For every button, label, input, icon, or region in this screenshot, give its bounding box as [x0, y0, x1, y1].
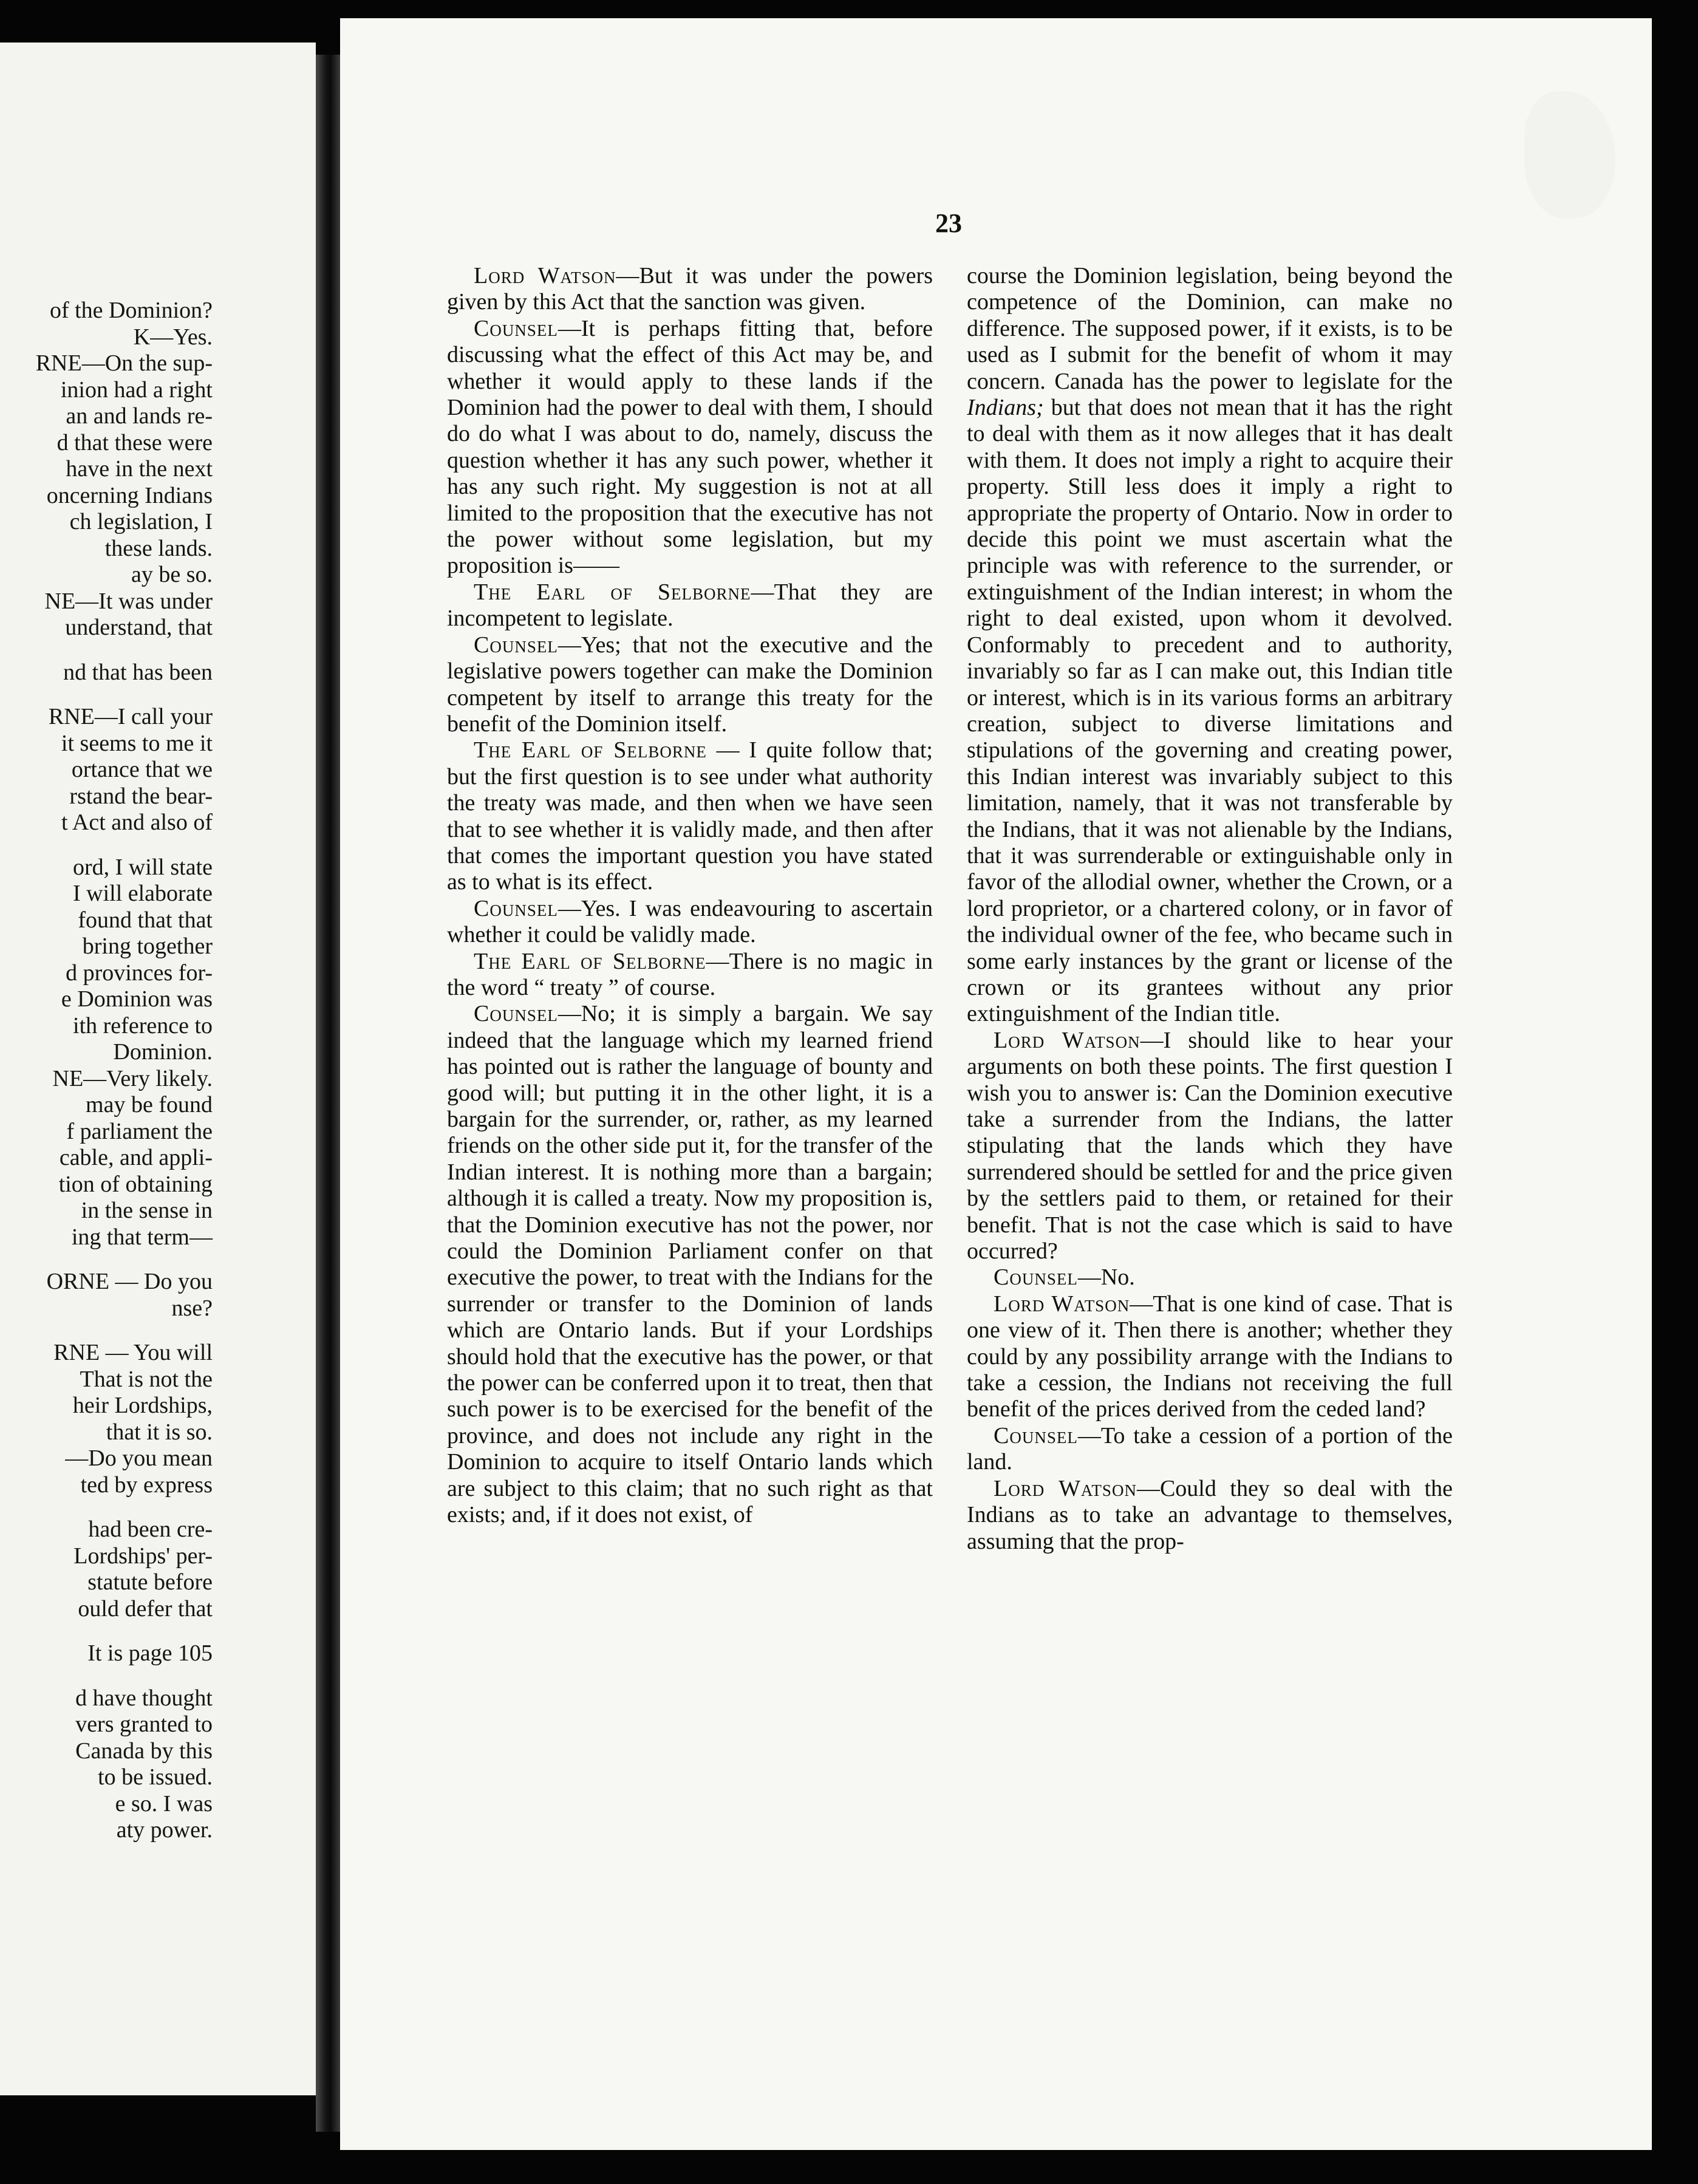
- speech-text: —Yes. I was endeavouring to ascertain whether it could be validly made.: [447, 895, 933, 948]
- left-page-line: statute before: [87, 1569, 213, 1595]
- left-page-line: have in the next: [66, 456, 213, 482]
- speech-text: —But it was under the powers given by this Act that the sanction was given.: [447, 263, 933, 315]
- speaker-name: Counsel: [474, 895, 558, 921]
- left-page-line: oncerning Indians: [46, 482, 213, 508]
- left-page-line: nd that has been: [63, 659, 213, 685]
- text-column-left: [447, 263, 933, 1529]
- speaker-name: Counsel: [994, 1422, 1078, 1449]
- left-page-line: —Do you mean: [65, 1445, 213, 1471]
- left-page-line: inion had a right: [60, 377, 213, 403]
- speech-text: — I quite follow that; but the first question is to see under what authority the treaty was made, and then when we have seen that to see whether it is validly made, and then after that comes the important question you have stated as to what is its effect.: [447, 737, 933, 895]
- dialogue-paragraph: [447, 949, 933, 1002]
- left-page-line: ould defer that: [78, 1595, 213, 1622]
- dialogue-paragraph: [447, 896, 933, 949]
- speaker-name: Counsel: [474, 1001, 558, 1027]
- speech-text: —That they are incompetent to legislate.: [447, 579, 933, 632]
- left-page-line: had been cre-: [88, 1517, 213, 1542]
- page-number: 23: [935, 208, 962, 238]
- left-page-line: e so. I was: [115, 1790, 213, 1817]
- left-page-line: ord, I will state: [72, 854, 213, 880]
- dialogue-paragraph: [447, 263, 933, 316]
- left-page-line: [0, 1251, 213, 1269]
- speaker-name: Counsel: [474, 632, 558, 658]
- paper-damage-mark: [1524, 91, 1615, 219]
- left-page-line: found that that: [78, 907, 213, 933]
- dialogue-paragraph: [967, 1028, 1453, 1265]
- left-page-line: an and lands re-: [66, 403, 213, 429]
- left-page-line: NE—Very likely.: [52, 1065, 213, 1091]
- left-page-line: d have thought: [75, 1685, 213, 1711]
- speech-text: —Could they so deal with the Indians as to take an advantage to themselves, assuming that the prop-: [967, 1475, 1453, 1554]
- dialogue-paragraph: [967, 1476, 1453, 1555]
- left-page-line: ted by express: [80, 1472, 213, 1498]
- left-page-line: It is page 105: [87, 1640, 213, 1666]
- left-page-line: [0, 836, 213, 855]
- left-page-line: [0, 1622, 213, 1640]
- speech-text: —No.: [1077, 1264, 1135, 1291]
- left-page-line: may be found: [86, 1092, 213, 1118]
- speech-text: —No; it is simply a bargain. We say indeed that the language which my learned friend has pointed out is rather the language of bounty and good will; but putting it in the other light, it is a bargain for the surrender, or, rather, as my learned friends on the other side put it, for the transfer of the Indian interest. It is nothing more than a bargain; although it is called a treaty. Now my proposition is, that the Dominion executive has not the power, nor could the Dominion Parliament confer on that executive the power, to treat with the Indians for the surrender or transfer to the Dominion of lands which are Ontario lands. But if your Lordships should hold that the executive has the power, or that the power can be conferred upon it to treat, then that such power is to be exercised for the benefit of the province, and does not include any right in the Dominion to acquire to itself Ontario lands which are subject to this claim; that no such right as that exists; and, if it does not exist, of: [447, 1001, 933, 1528]
- left-page-line: ay be so.: [131, 562, 213, 587]
- left-page-line: t Act and also of: [61, 810, 213, 835]
- dialogue-paragraph: [967, 1264, 1453, 1291]
- text-column-right: [967, 263, 1453, 1555]
- dialogue-paragraph: [967, 263, 1453, 1028]
- left-page-line: NE—It was under: [44, 588, 213, 614]
- dialogue-paragraph: [447, 579, 933, 632]
- speaker-name: Counsel: [474, 315, 558, 341]
- left-page-line: ith reference to: [73, 1012, 213, 1039]
- speech-text: —There is no magic in the word “ treaty ” of course.: [447, 948, 933, 1000]
- dialogue-paragraph: [447, 316, 933, 579]
- left-page-line: d that these were: [56, 429, 213, 456]
- left-page-line: rstand the bear-: [69, 783, 213, 809]
- left-page-line: Dominion.: [113, 1039, 213, 1065]
- speech-text: —Yes; that not the executive and the legislative powers together can make the Dominion competent by itself to arrange this treaty for the benefit of the Dominion itself.: [447, 632, 933, 737]
- left-page-line: K—Yes.: [133, 324, 213, 350]
- left-page-line: ing that term—: [71, 1224, 213, 1250]
- left-page-line: I will elaborate: [72, 881, 213, 906]
- speaker-name: Lord Watson: [474, 263, 616, 288]
- speaker-name: Lord Watson: [994, 1475, 1137, 1501]
- speaker-name: Lord Watson: [994, 1027, 1141, 1053]
- speech-text: —It is perhaps fitting that, before discussing what the effect of this Act may be, and whether it would apply to these lands if the Dominion had the power to deal with them, I should do do what I was about to do, namely, discuss the question whether it has any such power, whether it has any such right. My suggestion is not at all limited to the proposition that the executive has not the power without some legislation, but my proposition is——: [447, 315, 933, 579]
- book-gutter: [316, 55, 340, 2132]
- speech-text: —To take a cession of a portion of the land.: [967, 1422, 1453, 1475]
- speech-text: —I should like to hear your arguments on both these points. The first question I wish you to answer is: Can the Dominion executive take a surrender from the Indians, the latter stipulating that the lands which they have surrendered should be settled for and the price given by the settlers paid to them, or retained for their benefit. That is not the case which is said to have occurred?: [967, 1027, 1453, 1264]
- left-page-line: [0, 1322, 213, 1340]
- left-page-line: d provinces for-: [66, 960, 213, 986]
- left-page-line: these lands.: [104, 535, 213, 561]
- left-page-line: that it is so.: [106, 1419, 213, 1445]
- left-page-line: RNE—On the sup-: [35, 350, 213, 376]
- left-page-line: vers granted to: [75, 1711, 213, 1737]
- left-page-line: understand, that: [65, 615, 213, 640]
- left-page-line: ortance that we: [71, 757, 213, 782]
- left-page-line: [0, 641, 213, 660]
- speaker-name: The Earl of Selborne: [474, 579, 751, 605]
- left-page-line: it seems to me it: [61, 730, 213, 756]
- left-page-line: bring together: [82, 933, 213, 959]
- speech-text: course the Dominion legislation, being beyond the competence of the Dominion, can make no difference. The supposed power, if it exists, is to be used as I submit for the benefit of whom it may concern. Canada has the power to legislate for the: [967, 263, 1453, 394]
- left-page-line: Canada by this: [75, 1738, 213, 1764]
- left-page-line: That is not the: [80, 1366, 213, 1392]
- left-page-line: [0, 1498, 213, 1517]
- left-page-line: aty power.: [116, 1817, 213, 1843]
- left-page-line: heir Lordships,: [72, 1393, 213, 1418]
- dialogue-paragraph: [967, 1423, 1453, 1476]
- dialogue-paragraph: [967, 1291, 1453, 1423]
- speaker-name: The Earl of Selborne: [474, 737, 707, 763]
- left-page-line: to be issued.: [98, 1764, 213, 1790]
- dialogue-paragraph: [447, 632, 933, 738]
- left-page-line: of the Dominion?: [49, 298, 213, 323]
- speech-text: —That is one kind of case. That is one view of it. Then there is another; whether they could by any possibility arrange with the Indians to take a cession, the Indians not receiving the full benefit of the prices derived from the ceded land?: [967, 1291, 1453, 1422]
- speaker-name: The Earl of Selborne: [474, 948, 706, 974]
- left-page-line: [0, 686, 213, 704]
- dialogue-paragraph: [447, 737, 933, 895]
- left-page-line: RNE—I call your: [48, 704, 213, 729]
- speech-text-continued: but that does not mean that it has the right to deal with them as it now alleges that it has dealt with them. It does not imply a right to acquire their property. Still less does it imply a right to appropriate the property of Ontario. Now in order to decide this point we must ascertain what the principle was with reference to the surrender, or extinguishment of the Indian interest; in whom the right to deal existed, upon whom it devolved. Conformably to precedent and to authority, invariably so far as I can make out, this Indian title or interest, which is in its various forms an arbitrary creation, subject to diverse limitations and stipulations of the governing and creating power, this Indian interest was invariably subject to this limitation, namely, that it was not transferable by the Indians, that it was not alienable by the Indians, that it was surrenderable or extinguishable only in favor of the allodial owner, whether the Crown, or a lord proprietor, or a chartered colony, or in favor of the individual owner of the fee, who became such in some early instances by the grant or license of the crown or its grantees without any prior extinguishment of the Indian title.: [967, 395, 1453, 1027]
- left-page-line: RNE — You will: [53, 1340, 213, 1365]
- dialogue-paragraph: [447, 1001, 933, 1528]
- left-page-line: ORNE — Do you: [46, 1269, 213, 1294]
- left-page-line: ch legislation, I: [69, 509, 213, 534]
- left-page-fragment: [0, 43, 316, 2095]
- left-page-line: cable, and appli-: [59, 1145, 213, 1170]
- speaker-name: Lord Watson: [994, 1291, 1130, 1317]
- left-page-line: e Dominion was: [61, 986, 213, 1012]
- left-page-line: nse?: [171, 1295, 213, 1321]
- left-page-line: f parliament the: [66, 1118, 213, 1144]
- speech-italic: Indians;: [967, 395, 1044, 421]
- left-page-line: [0, 1667, 213, 1685]
- speaker-name: Counsel: [994, 1264, 1078, 1291]
- left-page-line: Lordships' per-: [73, 1543, 213, 1569]
- left-page-text: [0, 298, 213, 1844]
- left-page-line: in the sense in: [81, 1198, 213, 1223]
- left-page-line: tion of obtaining: [58, 1171, 213, 1197]
